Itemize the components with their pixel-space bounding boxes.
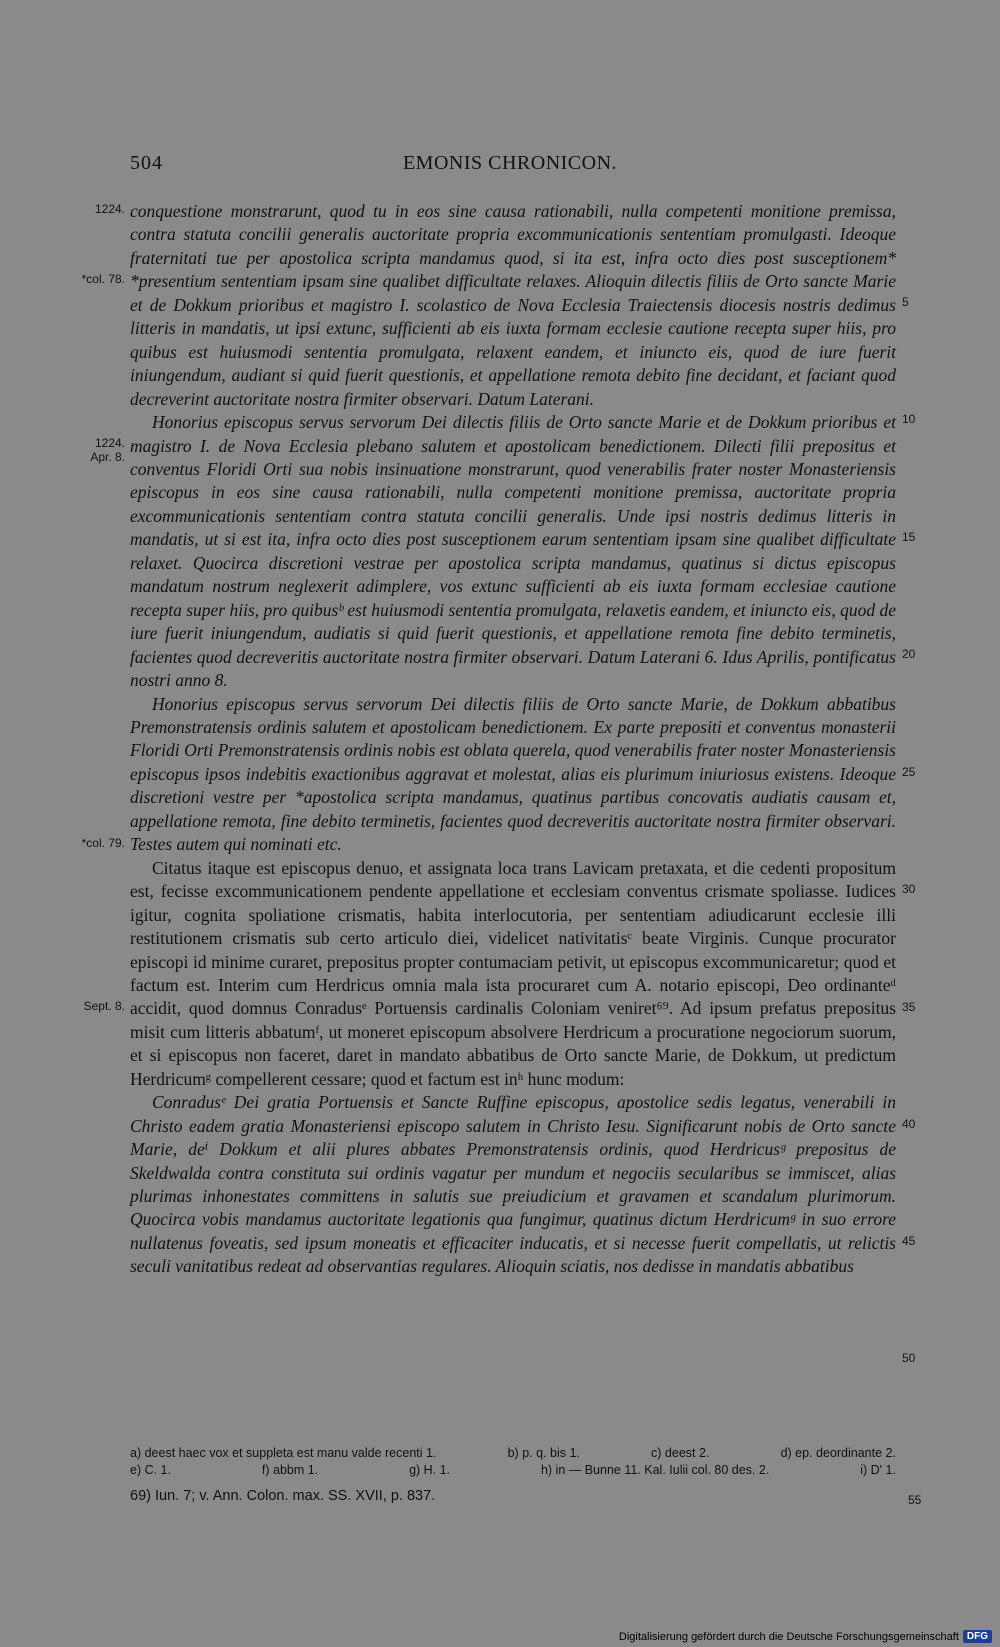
line-number: 25	[902, 765, 916, 779]
footnote: b) p. q. bis 1.	[507, 1446, 580, 1460]
digitization-note: Digitalisierung gefördert durch die Deutsche Forschungsgemeinschaft	[618, 1630, 959, 1643]
paragraph-letter-1: conquestione monstrarunt, quod tu in eos sine causa rationabili, nulla competenti monitione premissa, contra statuta concilii generalis auctoritate propria excommunicationis sententiam promulgasti. Ideoque fraternitati tue per apostolica scripta mandamus quod, si ita est, infra octo dies post susceptionem* *presentium sententiam ipsam sine qualibet difficultate relaxes. Alioquin dilectis filiis de Orto sancte Marie et de Dokkum prioribus et magistro I. scolastico de Nova Ecclesia Traiectensis diocesis nostris dedimus litteris in mandatis, ut ipsi extunc, sufficienti ab eis iuxta formam ecclesie cautione recepta super hiis, pro quibus est huiusmodi sententia promulgata, relaxent eandem, et iniuncto eis, quod de iure fuerit iniungendum, audiant si quid fuerit questionis, et appellatione remota debito fine decidant, et faciant quod decreverint auctoritate nostra firmiter observari. Datum Laterani.	[130, 201, 896, 409]
line-number: 20	[902, 647, 916, 661]
margin-note-column: *col. 79.	[81, 836, 125, 850]
paragraph-letter-3: Honorius episcopus servus servorum Dei dilectis filiis de Orto sancte Marie, de Dokkum abbatibus Premonstratensis ordinis salutem et apostolicam benedictionem. Ex parte prepositi et conventus monasterii Floridi Orti Premonstratensis ordinis nobis est oblata querela, quod venerabilis frater noster Monasteriensis episcopus ipsos indebitis exactionibus aggravat et molestat, alias eis plurimum iniuriosus existens. Ideoque discretioni vestre per *apostolica scripta mandamus, quatinus partibus concovatis audiatis causam et, appellatione remota, fine debito terminetis, facientes quod decreveritis auctoritate nostra firmiter observari. Testes autem qui nominati etc.	[130, 693, 896, 855]
line-number: 50	[902, 1351, 916, 1365]
paragraph-letter-2: Honorius episcopus servus servorum Dei dilectis filiis de Orto sancte Marie et de Dokkum prioribus et magistro I. de Nova Ecclesia plebano salutem et apostolicam benedictionem. Dilecti filii prepositus et conventus Floridi Orti sua nobis insinuatione monstrarunt, quod venerabilis frater noster Monasteriensis episcopus in eos sine causa rationabili, nulla competenti monitione premissa, auctoritate propria excommunicationis sententiam contra statuta concilii generalis. Unde ipsi nostris dedimus litteris in mandatis, ut si est ita, infra octo dies post susceptionem earum sententiam ipsam sine qualibet difficultate relaxet. Quocirca discretioni vestrae per apostolica scripta mandamus, quatinus si dictus episcopus mandatum nostrum neglexerit adimplere, vos extunc sufficienti ab eis iuxta formam ecclesiae cautione recepta super hiis, pro quibusᵇ est huiusmodi sententia promulgata, relaxetis eandem, et iniuncto eis, quod de iure fuerit iniungendum, audiatis si quid fuerit questionis, et appellatione remota fine debito terminetis, facientes quod decreveritis auctoritate nostra firmiter observari. Datum Laterani 6. Idus Aprilis, pontificatus nostri anno 8.	[130, 412, 896, 691]
margin-note-year: 1224.	[94, 436, 125, 450]
digitization-credit	[619, 1630, 992, 1643]
margin-note-column: *col. 78.	[81, 272, 125, 286]
footnote: f) abbm 1.	[261, 1463, 319, 1477]
paragraph-letter-4: Conradusᵉ Dei gratia Portuensis et Sancte Ruffine episcopus, apostolice sedis legatus, venerabili in Christo eadem gratia Monasteriensi episcopo salutem in Christo Iesu. Significarunt nobis de Orto sancte Marie, deⁱ Dokkum et alii plures abbates Premonstratensis ordinis, quod Herdricusᵍ prepositus de Skeldwalda contra constituta sui ordinis vagatur per mundum et negociis secularibus se immiscet, alias plurimas inhonestates committens in salutis sue preiudicium et gravamen et scandalum plurimorum. Quocirca vobis mandamus auctoritate legationis qua fungimur, quatinus dictum Herdricumᵍ in suo errore nullatenus foveatis, sed ipsum moneatis et efficaciter inducatis, et si necesse fuerit compellatis, ut relictis seculi vanitatibus redeat ad observantias regulares. Alioquin sciatis, nos dedisse in mandatis abbatibus	[130, 1092, 896, 1277]
footnote: a) deest haec vox et suppleta est manu valde recenti 1.	[130, 1446, 437, 1460]
footnote: e) C. 1.	[130, 1463, 171, 1477]
main-text	[130, 200, 896, 1279]
line-number: 40	[902, 1117, 916, 1131]
margin-note-date: Sept. 8.	[83, 999, 125, 1013]
reference-note: 69) Iun. 7; v. Ann. Colon. max. SS. XVII, p. 837.	[130, 1488, 436, 1504]
line-number: 45	[902, 1234, 916, 1248]
footnote: h) in — Bunne 11. Kal. Iulii col. 80 des. 2.	[540, 1463, 770, 1477]
line-number: 55	[908, 1493, 922, 1507]
line-number: 15	[902, 530, 916, 544]
margin-note-date: Apr. 8.	[90, 450, 125, 464]
page-number: 504	[130, 152, 163, 174]
margin-note-year: 1224.	[94, 202, 125, 216]
footnote: d) ep. deordinante 2.	[780, 1446, 896, 1460]
running-title: EMONIS CHRONICON.	[402, 152, 618, 174]
page-header	[130, 152, 890, 182]
footnote-row	[130, 1462, 896, 1479]
footnote: i) D' 1.	[860, 1463, 896, 1477]
footnote-row	[130, 1445, 896, 1462]
dfg-logo-icon: DFG	[963, 1630, 992, 1643]
line-number: 30	[902, 882, 916, 896]
footnote: c) deest 2.	[651, 1446, 710, 1460]
paragraph-narrative: Citatus itaque est episcopus denuo, et assignata loca trans Lavicam pretaxata, et die cedenti propositum est, fecisse excommunicationem pendente appellatione et ecclesiam conventus crismate spoliasse. Iudices igitur, cognita spoliatione crismatis, habita interlocutoria, per sententiam adiudicarunt ecclesie illi restitutionem crismatis sub certo articulo diei, videlicet nativitatisᶜ beate Virginis. Cunque procurator episcopi id minime curaret, prepositus propter contumaciam petivit, ut episcopus excommunicaretur; quod et factum est. Interim cum Herdricus omnia mala ista procuraret cum A. notario episcopi, Deo ordinanteᵈ accidit, quod domnus Conradusᵉ Portuensis cardinalis Coloniam veniret⁶⁹. Ad ipsum prefatus prepositus misit cum litteris abbatumᶠ, ut moneret episcopum absolvere Herdricum a procuratione negociorum suorum, et si episcopus non faceret, daret in mandato abbatibus de Orto sancte Marie, de Dokkum, ut predictum Herdricumᵍ compellerent cessare; quod et factum est inʰ hunc modum:	[130, 857, 896, 1089]
line-number: 35	[902, 1000, 916, 1014]
line-number: 10	[902, 412, 916, 426]
footnote: g) H. 1.	[409, 1463, 451, 1477]
line-number: 5	[902, 295, 909, 309]
critical-apparatus	[130, 1445, 896, 1479]
